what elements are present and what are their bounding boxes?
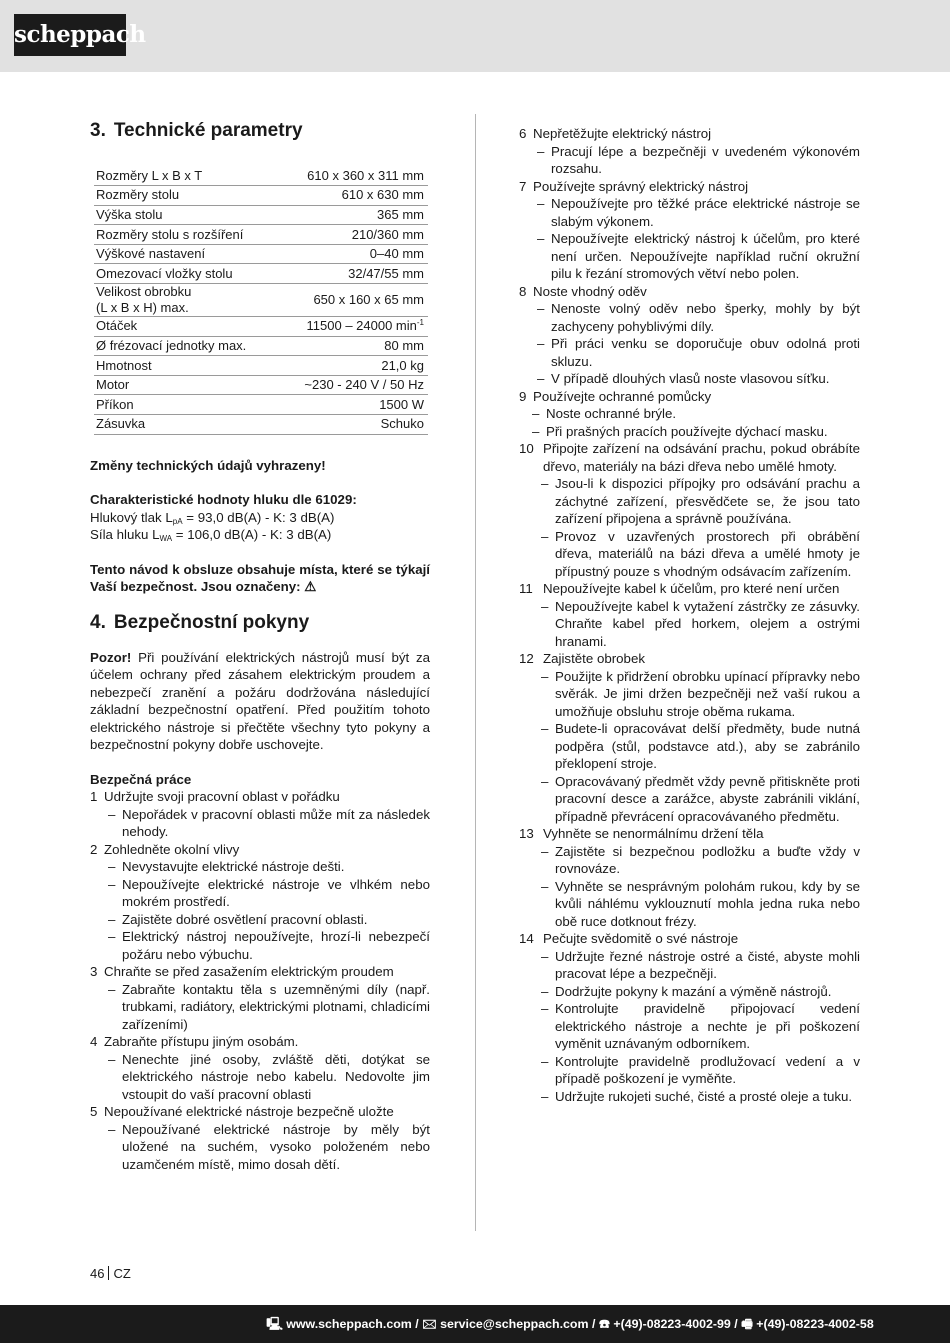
- spec-row: [94, 375, 428, 395]
- spec-label: Omezovací vložky stolu: [94, 264, 279, 284]
- scheppach-logo: scheppach: [14, 14, 126, 56]
- safety-item-number: 4: [90, 1034, 98, 1050]
- spec-label: Příkon: [94, 395, 279, 415]
- safety-subitem: – Zajistěte si bezpečnou podložku a buďte vždy v rovnováze.: [541, 843, 860, 876]
- safety-item: [519, 825, 860, 930]
- safety-subitem: – Při prašných pracích používejte dýchací masku.: [532, 423, 828, 439]
- spec-value: 1500 W: [279, 395, 428, 415]
- spec-label: Ø frézovací jednotky max.: [94, 336, 279, 356]
- safety-item-title: Používejte správný elektrický nástroj: [533, 178, 749, 194]
- safety-item: [90, 1033, 430, 1103]
- spec-label: Hmotnost: [94, 356, 279, 376]
- header-band: [0, 0, 950, 72]
- spec-label: Výška stolu: [94, 205, 279, 225]
- section-3-title: [90, 118, 430, 144]
- page-language: CZ: [113, 1266, 131, 1281]
- spec-row: [94, 415, 428, 435]
- safety-subitem: – Nenechte jiné osoby, zvláště děti, dotýkat se elektrického nástroje nebo kabelu. Nedovolte jim vstoupit do vaší pracovní oblasti: [108, 1051, 430, 1102]
- section-4-title-text: Bezpečnostní pokyny: [113, 611, 310, 633]
- noise-block: [90, 491, 430, 544]
- safety-subitem: – Použijte k přidržení obrobku upínací přípravky nebo svěrák. Je jimi držen bezpečněji než vaší rukou a umožňuje obsluhu stroje oběma rukama.: [541, 668, 860, 719]
- safety-subitem: – Provoz v uzavřených prostorech při obrábění dřeva, materiálů na bázi dřeva a umělé hmoty je přípustný pouze s vhodným odsávacím zařízením.: [541, 528, 860, 579]
- safety-subitem: – Při práci venku se doporučuje obuv odolná proti skluzu.: [537, 336, 860, 369]
- safety-item-number: 5: [90, 1104, 98, 1120]
- safety-item-number: 10: [519, 441, 534, 456]
- safety-subitem: – V případě dlouhých vlasů noste vlasovou síťku.: [537, 371, 830, 386]
- spec-label: Rozměry stolu s rozšíření: [94, 225, 279, 245]
- spec-label: Otáček: [94, 317, 279, 337]
- safety-item-title: Chraňte se před zasažením elektrickým proudem: [104, 964, 394, 980]
- column-divider: [475, 114, 476, 1231]
- safety-subitem: – Budete-li opracovávat delší předměty, bude nutná podpěra (stůl, podstavce atd.), aby se zabránilo překlopení stroje.: [541, 721, 860, 771]
- safety-item: [519, 580, 860, 650]
- safety-item-number: 11: [519, 581, 533, 596]
- safety-subitem: – Nepoužívejte pro těžké práce elektrické nástroje se slabým výkonem.: [537, 196, 860, 229]
- footer-contact-text: 🖳 www.scheppach.com / 🖂 service@scheppach.com / ☎ +(49)-08223-4002-99 / 🖷 +(49)-08223-4002-58: [266, 1317, 874, 1331]
- safety-item-number: 13: [519, 826, 534, 841]
- safety-subitem: – Zabraňte kontaktu těla s uzemněnými díly (např. trubkami, radiátory, elektrickými plotnami, chladicími zařízeními): [108, 981, 430, 1032]
- spec-row: [94, 264, 428, 284]
- spec-row: [94, 395, 428, 415]
- safety-subitem: – Dodržujte pokyny k mazání a výměně nástrojů.: [541, 983, 832, 999]
- spec-label: Rozměry L x B x T: [94, 166, 279, 186]
- section-4-number: 4.: [90, 611, 106, 633]
- spec-row: [94, 186, 428, 206]
- changes-note: Změny technických údajů vyhrazeny!: [90, 457, 326, 473]
- safety-subitem: – Nevystavujte elektrické nástroje dešti.: [108, 859, 345, 875]
- spec-table: [94, 166, 428, 435]
- spec-row: [94, 205, 428, 225]
- safety-subitem: – Udržujte řezné nástroje ostré a čisté, abyste mohli pracovat lépe a bezpečněji.: [541, 948, 860, 981]
- safety-item: [519, 930, 860, 1105]
- spec-value: 650 x 160 x 65 mm: [279, 284, 428, 317]
- spec-value: 21,0 kg: [279, 356, 428, 376]
- safety-subitem: – Elektrický nástroj nepoužívejte, hrozí-li nebezpečí požáru nebo výbuchu.: [108, 929, 430, 962]
- safety-item-title: Zohledněte okolní vlivy: [104, 841, 240, 857]
- safety-subitem: – Opracovávaný předmět vždy pevně přitiskněte proti pracovní desce a zarážce, abyste zabránili viklání, případně převrácení opracovávaného předmětu.: [541, 773, 860, 824]
- left-column: [90, 118, 430, 1173]
- spec-value: 365 mm: [279, 205, 428, 225]
- safety-subitem: – Udržujte rukojeti suché, čisté a prosté oleje a tuku.: [541, 1088, 853, 1104]
- safety-item-number: 12: [519, 651, 534, 666]
- safety-item-title: Připojte zařízení na odsávání prachu, pokud obrábíte dřevo, materiály na bázi dřeva nebo umělé hmoty.: [543, 441, 860, 474]
- spec-label: Velikost obrobku (L x B x H) max.: [94, 284, 279, 317]
- spec-value: 610 x 360 x 311 mm: [279, 166, 428, 186]
- safety-item-title: Udržujte svoji pracovní oblast v pořádku: [104, 789, 340, 805]
- safety-item-number: 1: [90, 789, 98, 805]
- spec-value: 80 mm: [279, 336, 428, 356]
- spec-value: Schuko: [279, 415, 428, 435]
- safety-item-title: Zabraňte přístupu jiným osobám.: [104, 1034, 299, 1050]
- spec-row: [94, 356, 428, 376]
- safety-subitem: – Pracují lépe a bezpečněji v uvedeném výkonovém rozsahu.: [537, 143, 860, 176]
- right-column: [519, 125, 860, 1105]
- noise-heading: Charakteristické hodnoty hluku dle 61029:: [90, 492, 357, 508]
- safety-item-title: Noste vhodný oděv: [533, 283, 647, 299]
- safety-item: [519, 178, 860, 283]
- safety-subitem: – Nepoužívejte elektrické nástroje ve vlhkém nebo mokrém prostředí.: [108, 876, 430, 910]
- spec-row: [94, 244, 428, 264]
- safety-item: [90, 841, 430, 964]
- safety-item-number: 6: [519, 126, 527, 141]
- safety-subitem: – Nepoužívejte elektrický nástroj k účelům, pro které není určen. Nepoužívejte například ruční okružní pilu k řezání stromových větví nebo polen.: [537, 231, 860, 281]
- safety-item: [519, 283, 860, 388]
- safety-item: [90, 963, 430, 1033]
- safety-subitem: – Zajistěte dobré osvětlení pracovní oblasti.: [108, 911, 368, 927]
- safety-marker-note: Tento návod k obsluze obsahuje místa, které se týkají Vaší bezpečnost. Jsou označeny: ⚠: [90, 561, 430, 595]
- safety-item-number: 14: [519, 931, 534, 946]
- spec-value: 32/47/55 mm: [279, 264, 428, 284]
- spec-value: 0–40 mm: [279, 244, 428, 264]
- spec-value: 210/360 mm: [279, 225, 428, 245]
- safety-item-title: Zajistěte obrobek: [543, 651, 645, 666]
- safety-item-number: 9: [519, 388, 527, 404]
- safety-subitem: – Kontrolujte pravidelně připojovací vedení elektrického nástroje a nechte je při poškození vyměnit uznávaným odborníkem.: [541, 1001, 860, 1051]
- safe-work-heading: Bezpečná práce: [90, 771, 192, 787]
- spec-label: Motor: [94, 375, 279, 395]
- page-number-value: 46: [90, 1266, 105, 1281]
- page-separator: [108, 1266, 109, 1280]
- safety-item-title: Pečujte svědomitě o své nástroje: [543, 931, 739, 946]
- safety-item-number: 8: [519, 283, 527, 299]
- spec-label: Zásuvka: [94, 415, 279, 435]
- safety-subitem: – Nepořádek v pracovní oblasti může mít za následek nehody.: [108, 806, 430, 840]
- page-number: [90, 1265, 131, 1283]
- safety-item-title: Nepoužívané elektrické nástroje bezpečně uložte: [104, 1104, 394, 1120]
- safety-item: [519, 388, 860, 441]
- section-4-title: [90, 610, 430, 636]
- section-3-title-text: Technické parametry: [113, 120, 303, 141]
- spec-row: [94, 284, 428, 317]
- safety-item: [519, 650, 860, 825]
- noise-pressure: Hlukový tlak $L_{pA} = 93,0$ dB(A) - K: 3 dB(A): [90, 509, 335, 526]
- safety-subitem: – Noste ochranné brýle.: [532, 406, 677, 421]
- spec-value: ~230 - 240 V / 50 Hz: [279, 375, 428, 395]
- footer-contact-bar: [0, 1305, 950, 1343]
- spec-row: [94, 336, 428, 356]
- safety-item-title: Používejte ochranné pomůcky: [533, 388, 712, 404]
- safety-item-title: Vyhněte se nenormálnímu držení těla: [543, 826, 764, 841]
- section-4-intro: Pozor! Při používání elektrických nástrojů musí být za účelem ochrany před zásahem elektrickým proudem a nebezpečí zranění a požáru dodržována následující základní bezpečnostní opatření. Před použitím tohoto elektrického nástroje si přečtěte všechny tyto pokyny a bezpečnostní pokyny dobře uschovejte.: [90, 649, 430, 753]
- safety-subitem: – Vyhněte se nesprávným polohám rukou, kdy by se kvůli náhlému vyklouznutí mohla jedna ruka nebo obě ruce dotknout frézy.: [541, 878, 860, 929]
- safety-list-right: [519, 125, 860, 1105]
- safety-item-number: 2: [90, 841, 98, 857]
- safety-subitem: – Nenoste volný oděv nebo šperky, mohly by být zachyceny pohyblivými díly.: [537, 301, 860, 334]
- spec-value: 610 x 630 mm: [279, 186, 428, 206]
- safety-item: [519, 440, 860, 580]
- safety-item: [519, 125, 860, 178]
- spec-label: Rozměry stolu: [94, 186, 279, 206]
- spec-row: [94, 225, 428, 245]
- safety-subitem: – Jsou-li k dispozici přípojky pro odsávání prachu a záchytné zařízení, přesvědčete se, že jsou tato zařízení připojena a správně používána.: [541, 476, 860, 526]
- section-3-number: 3.: [90, 120, 106, 141]
- safety-item-number: 7: [519, 178, 527, 194]
- safety-list-left: [90, 788, 430, 1173]
- safety-item-number: 3: [90, 964, 98, 980]
- spec-label: Výškové nastavení: [94, 244, 279, 264]
- safety-item: [90, 1103, 430, 1173]
- safety-item: [90, 788, 430, 841]
- noise-power: Síla hluku $L_{WA} = 106,0$ dB(A) - K: 3 dB(A): [90, 527, 332, 544]
- spec-value: 11500 – 24000 $\min^{-1}$: [279, 317, 428, 337]
- spec-row: [94, 166, 428, 186]
- safety-subitem: – Nepoužívané elektrické nástroje by měly být uložené na suchém, vysoko položeném nebo uzamčeném místě, mimo dosah dětí.: [108, 1121, 430, 1172]
- safety-subitem: – Kontrolujte pravidelně prodlužovací vedení a v případě poškození je vyměňte.: [541, 1053, 860, 1086]
- safety-item-title: Nepoužívejte kabel k účelům, pro které není určen: [543, 581, 840, 596]
- safety-item-title: Nepřetěžujte elektrický nástroj: [533, 126, 712, 141]
- spec-row: [94, 317, 428, 337]
- safety-subitem: – Nepoužívejte kabel k vytažení zástrčky ze zásuvky. Chraňte kabel před horkem, olejem a ostrými hranami.: [541, 598, 860, 649]
